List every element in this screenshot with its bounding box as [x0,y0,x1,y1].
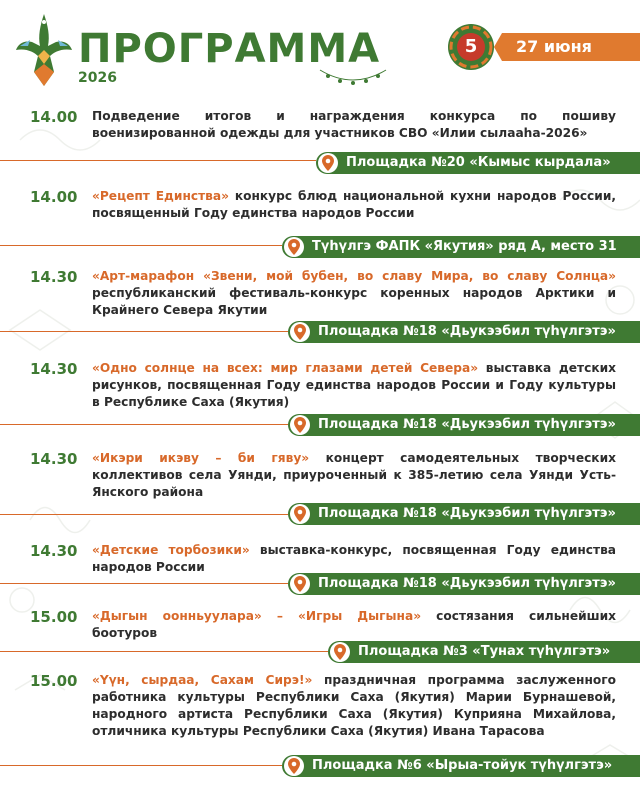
event-time: 14.30 [30,360,78,378]
event-highlight-title: «Дыгын оонньуулара» – «Игры Дыгына» [92,609,422,623]
venue-text: Площадка №18 «Дьукээбил түһүлгэтэ» [318,324,616,339]
separator-line [0,514,288,515]
garland-ornament-icon [318,66,388,88]
page-title: ПРОГРАММА [78,26,381,72]
event-description [92,108,616,142]
venue-text: Площадка №6 «Ырыа-тойук түһүлгэтэ» [312,758,613,773]
event-highlight-title: «Арт-марафон «Звени, мой бубен, во славу Мира, во славу Солнца» [92,269,616,283]
event-description [92,672,616,740]
venue-text: Площадка №20 «Кымыс кырдала» [346,155,611,170]
venue-label [328,641,640,663]
event-time: 14.30 [30,542,78,560]
event-time: 14.00 [30,108,78,126]
event-description [92,188,616,222]
day-number: 5 [464,36,478,57]
venue-label [288,573,640,595]
separator-line [0,331,288,332]
bird-logo-icon [14,12,74,88]
event-time: 15.00 [30,608,78,626]
event-text: республиканский фестиваль-конкурс коренных народов Арктики и Крайнего Севера Якутии [92,286,616,317]
separator-line [0,765,282,766]
event-highlight-title: «Детские торбозики» [92,543,250,557]
venue-label [282,236,640,258]
venue-label [288,414,640,436]
separator-line [0,651,328,652]
header [0,0,640,100]
venue-text: Площадка №18 «Дьукээбил түһүлгэтэ» [318,506,616,521]
venue-label [288,321,640,343]
event-highlight-title: «Рецепт Единства» [92,189,229,203]
location-pin-icon [290,322,310,342]
event-highlight-title: «Одно солнце на всех: мир глазами детей Севера» [92,361,479,375]
event-text: праздничная программа заслуженного работника культуры Республики Саха (Якутия) Марии Бурнашевой, народного артиста Республики Саха (Якутия) Куприяна Михайлова, отличника культуры Республики Саха (Якутия) Ивана Тарасова [92,673,616,738]
separator-line [0,583,288,584]
venue-label [316,152,640,174]
venue-label [288,503,640,525]
event-time: 14.30 [30,450,78,468]
location-pin-icon [284,237,304,257]
event-description [92,542,616,576]
event-description [92,608,616,642]
year-label: 2026 [78,70,117,86]
event-time: 15.00 [30,672,78,690]
location-pin-icon [290,415,310,435]
separator-line [0,245,282,246]
event-description [92,360,616,411]
event-time: 14.00 [30,188,78,206]
event-text: состязания сильнейших боотуров [92,609,616,640]
venue-text: Площадка №3 «Тунах түһүлгэтэ» [358,644,611,659]
event-highlight-title: «Икэри икэву – би гяву» [92,451,310,465]
separator-line [0,160,316,161]
event-description [92,450,616,501]
venue-text: Түһүлгэ ФАПК «Якутия» ряд А, место 31 [312,239,617,254]
date-badge [448,24,640,70]
event-time: 14.30 [30,268,78,286]
event-text: выставка детских рисунков, посвященная Году единства народов России и Году культуры в Республике Саха (Якутия) [92,361,617,409]
event-text: выставка-конкурс, посвященная Году единства народов России [92,543,616,574]
location-pin-icon [290,574,310,594]
location-pin-icon [284,756,304,776]
event-text: концерт самодеятельных творческих коллективов села Уянди, приуроченный к 385-летию села Уянди Усть-Янского района [92,451,616,499]
event-text: конкурс блюд национальной кухни народов России, посвященный Году единства народов России [92,189,616,220]
event-description [92,268,616,319]
day-circle [448,24,494,70]
location-pin-icon [318,153,338,173]
event-text: Подведение итогов и награждения конкурса по пошиву военизированной одежды для участников СВО «Илии сылааhа-2026» [92,109,616,140]
location-pin-icon [330,642,350,662]
venue-text: Площадка №18 «Дьукээбил түһүлгэтэ» [318,576,616,591]
month-label: 27 июня [502,33,640,61]
venue-label [282,755,640,777]
separator-line [0,424,288,425]
event-highlight-title: «Үүн, сырдаа, Сахам Сирэ!» [92,673,313,687]
venue-text: Площадка №18 «Дьукээбил түһүлгэтэ» [318,417,616,432]
location-pin-icon [290,504,310,524]
